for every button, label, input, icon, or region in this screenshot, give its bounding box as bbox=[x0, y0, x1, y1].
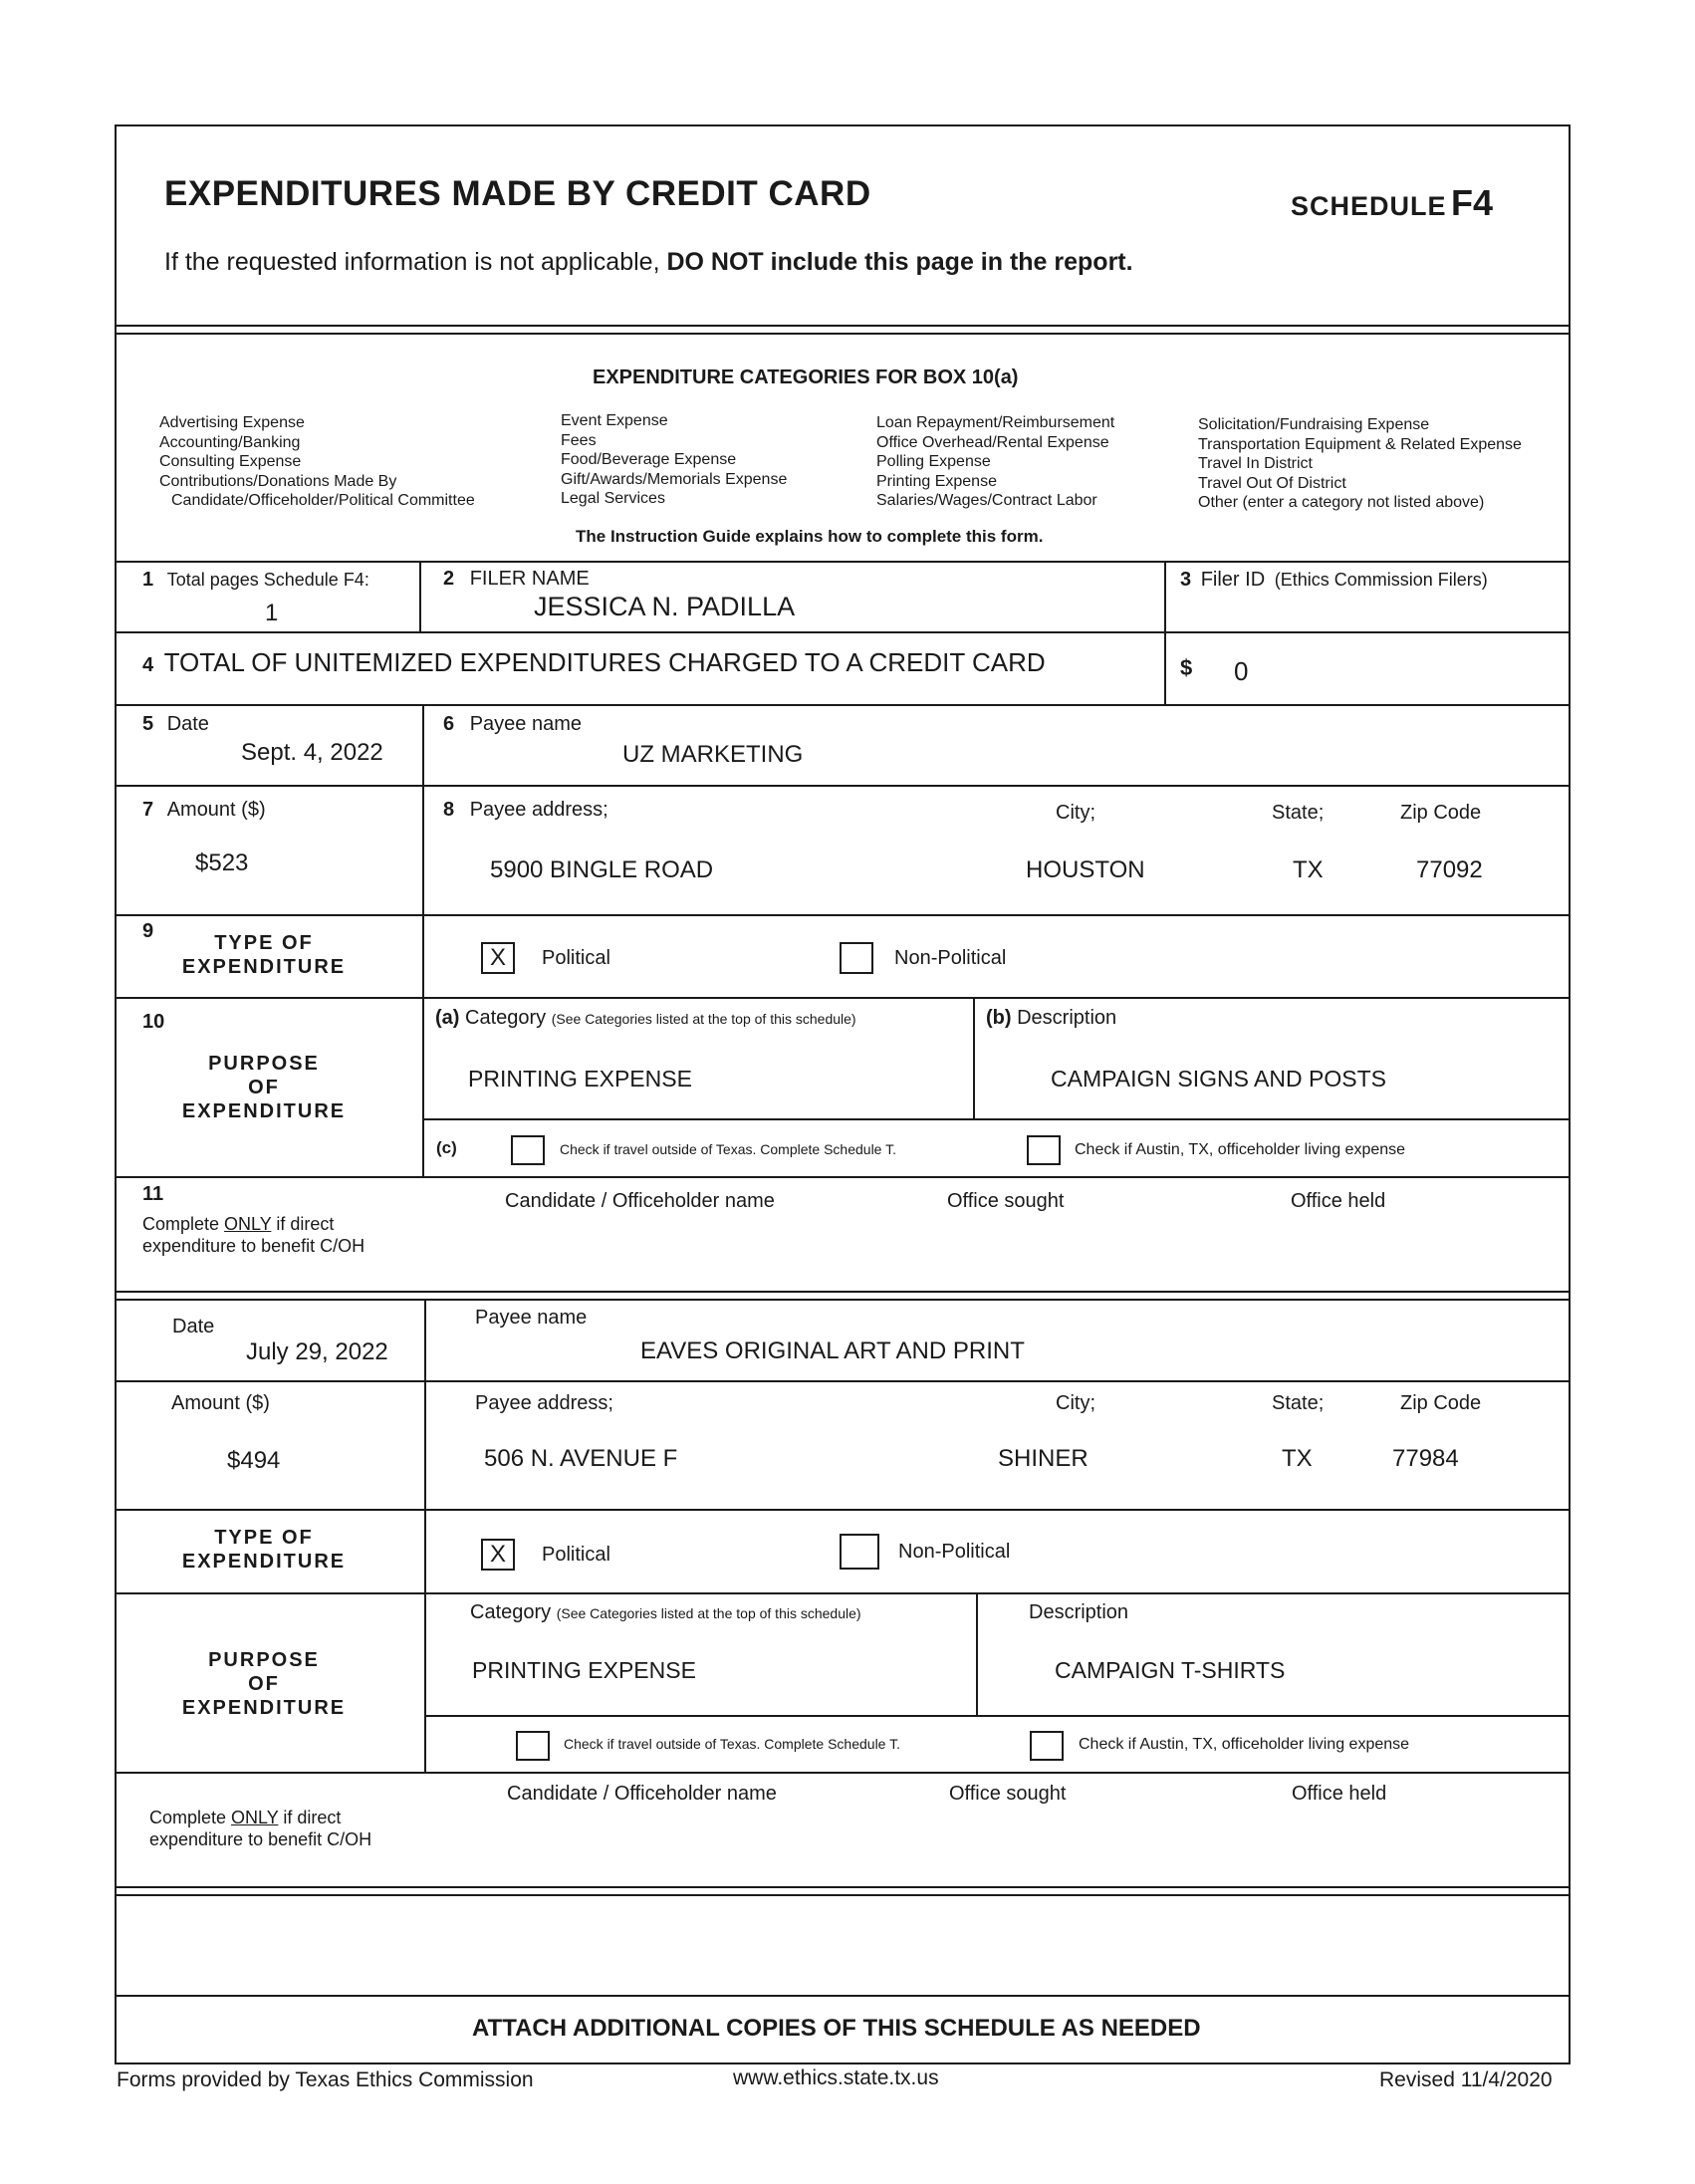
filer-id-label bbox=[1180, 569, 1488, 592]
category-value[interactable]: PRINTING EXPENSE bbox=[468, 1066, 692, 1092]
payee-name-label: Payee name bbox=[475, 1307, 588, 1329]
schedule-code: F4 bbox=[1450, 182, 1493, 223]
category-caption: Category bbox=[465, 1007, 547, 1029]
city-value[interactable]: SHINER bbox=[998, 1445, 1089, 1472]
category-item: Loan Repayment/Reimbursement bbox=[876, 414, 1115, 431]
category-item: Travel In District bbox=[1198, 455, 1313, 472]
purpose-line-1: PURPOSE bbox=[208, 1053, 320, 1075]
field-number: 1 bbox=[142, 569, 154, 591]
provider-note: Forms provided by Texas Ethics Commission bbox=[117, 2068, 534, 2091]
complete-post: if direct bbox=[278, 1808, 342, 1827]
complete-pre: Complete bbox=[142, 1214, 225, 1234]
field-number: 8 bbox=[443, 799, 455, 821]
unitemized-caption: TOTAL OF UNITEMIZED EXPENDITURES CHARGED TO A CREDIT CARD bbox=[163, 647, 1046, 677]
category-item: Consulting Expense bbox=[159, 453, 302, 470]
revised-date: Revised 11/4/2020 bbox=[1379, 2068, 1553, 2091]
payee-address-caption: Payee address; bbox=[469, 799, 608, 821]
type-line-2: EXPENDITURE bbox=[181, 1551, 347, 1573]
field-number: 10 bbox=[142, 1011, 165, 1033]
field-number: 7 bbox=[142, 799, 154, 821]
purpose-of-expenditure-label bbox=[149, 1648, 378, 1720]
purpose-line-3: EXPENDITURE bbox=[181, 1100, 347, 1122]
unitemized-currency: $ bbox=[1180, 655, 1193, 680]
zip-label: Zip Code bbox=[1400, 1392, 1482, 1414]
office-held-label: Office held bbox=[1292, 1783, 1387, 1805]
austin-living-expense-label: Check if Austin, TX, officeholder living expense bbox=[1075, 1141, 1406, 1158]
not-applicable-notice bbox=[164, 248, 1133, 277]
city-label: City; bbox=[1056, 1392, 1095, 1414]
description-caption: Description bbox=[1017, 1007, 1117, 1029]
category-note: (See Categories listed at the top of this schedule) bbox=[551, 1011, 856, 1027]
category-item: Polling Expense bbox=[876, 453, 991, 470]
form-title: EXPENDITURES MADE BY CREDIT CARD bbox=[164, 174, 871, 213]
complete-post: if direct bbox=[271, 1214, 335, 1234]
type-line-1: TYPE OF bbox=[214, 932, 314, 954]
zip-label: Zip Code bbox=[1400, 802, 1482, 824]
political-label: Political bbox=[542, 947, 610, 969]
filer-name-value[interactable]: JESSICA N. PADILLA bbox=[534, 592, 796, 621]
category-note: (See Categories listed at the top of this schedule) bbox=[556, 1605, 861, 1621]
description-label bbox=[986, 1007, 1116, 1030]
filer-name-label bbox=[443, 568, 590, 591]
address-value[interactable]: 506 N. AVENUE F bbox=[484, 1445, 678, 1472]
political-label: Political bbox=[542, 1544, 610, 1566]
state-label: State; bbox=[1272, 802, 1325, 824]
austin-living-expense-checkbox[interactable] bbox=[1027, 1135, 1061, 1165]
state-label: State; bbox=[1272, 1392, 1325, 1414]
payee-address-label bbox=[443, 799, 608, 822]
total-pages-caption: Total pages Schedule F4: bbox=[166, 570, 369, 590]
total-pages-value[interactable]: 1 bbox=[265, 600, 279, 626]
address-value[interactable]: 5900 BINGLE ROAD bbox=[490, 856, 714, 883]
non-political-label: Non-Political bbox=[894, 947, 1007, 969]
travel-outside-texas-checkbox[interactable] bbox=[511, 1135, 545, 1165]
category-item: Contributions/Donations Made By bbox=[159, 472, 397, 490]
category-item: Gift/Awards/Memorials Expense bbox=[561, 470, 788, 488]
political-checkbox[interactable]: X bbox=[481, 1539, 515, 1571]
schedule-label bbox=[1291, 182, 1493, 224]
description-marker: (b) bbox=[986, 1007, 1012, 1029]
city-value[interactable]: HOUSTON bbox=[1026, 856, 1145, 883]
category-item: Other (enter a category not listed above) bbox=[1198, 494, 1485, 511]
field-number: 5 bbox=[142, 713, 154, 735]
complete-only-note bbox=[142, 1213, 364, 1257]
purpose-of-expenditure-label bbox=[149, 1052, 378, 1123]
amount-label: Amount ($) bbox=[171, 1392, 270, 1414]
category-label bbox=[435, 1007, 856, 1030]
unitemized-label bbox=[142, 647, 1046, 678]
notice-bold: DO NOT include this page in the report. bbox=[666, 248, 1133, 276]
purpose-line-2: OF bbox=[248, 1077, 280, 1098]
date-value[interactable]: July 29, 2022 bbox=[246, 1338, 388, 1365]
city-label: City; bbox=[1056, 802, 1095, 824]
austin-living-expense-checkbox[interactable] bbox=[1030, 1731, 1064, 1761]
field-number: 4 bbox=[142, 654, 154, 676]
unitemized-value[interactable]: 0 bbox=[1234, 656, 1249, 686]
complete-line-2: expenditure to benefit C/OH bbox=[149, 1829, 372, 1849]
category-item: Advertising Expense bbox=[159, 414, 305, 431]
travel-outside-texas-checkbox[interactable] bbox=[516, 1731, 550, 1761]
category-item: Fees bbox=[561, 431, 597, 449]
travel-outside-texas-label: Check if travel outside of Texas. Complete Schedule T. bbox=[560, 1141, 896, 1157]
purpose-line-2: OF bbox=[248, 1673, 280, 1695]
amount-value[interactable]: $523 bbox=[195, 849, 249, 876]
website-link[interactable]: www.ethics.state.tx.us bbox=[733, 2066, 939, 2089]
description-label: Description bbox=[1029, 1601, 1129, 1623]
payee-name-caption: Payee name bbox=[469, 713, 582, 735]
category-marker: (a) bbox=[435, 1007, 460, 1029]
date-label: Date bbox=[172, 1316, 215, 1337]
category-column-4 bbox=[1198, 415, 1522, 513]
amount-caption: Amount ($) bbox=[166, 799, 266, 821]
field-number: 6 bbox=[443, 713, 455, 735]
candidate-name-label: Candidate / Officeholder name bbox=[505, 1190, 775, 1212]
payee-name-label bbox=[443, 713, 582, 736]
instruction-note: The Instruction Guide explains how to complete this form. bbox=[576, 527, 1044, 546]
notice-plain: If the requested information is not applicable, bbox=[164, 248, 660, 276]
filer-name-caption: FILER NAME bbox=[469, 568, 590, 590]
category-label bbox=[470, 1601, 861, 1624]
type-line-2: EXPENDITURE bbox=[181, 956, 347, 978]
type-of-expenditure-label bbox=[149, 931, 378, 979]
category-value[interactable]: PRINTING EXPENSE bbox=[472, 1657, 696, 1683]
filer-id-caption: Filer ID bbox=[1200, 569, 1266, 591]
state-value[interactable]: TX bbox=[1282, 1445, 1313, 1472]
date-label bbox=[142, 713, 209, 736]
non-political-checkbox[interactable] bbox=[840, 942, 873, 974]
description-value[interactable]: CAMPAIGN SIGNS AND POSTS bbox=[1051, 1066, 1386, 1092]
complete-only-note bbox=[149, 1807, 371, 1850]
payee-name-value[interactable]: EAVES ORIGINAL ART AND PRINT bbox=[640, 1337, 1025, 1364]
category-column-3 bbox=[876, 413, 1114, 511]
category-item: Legal Services bbox=[561, 490, 665, 507]
schedule-word: SCHEDULE bbox=[1291, 191, 1447, 221]
complete-only: ONLY bbox=[224, 1214, 272, 1234]
complete-line-2: expenditure to benefit C/OH bbox=[142, 1236, 365, 1256]
category-item: Office Overhead/Rental Expense bbox=[876, 433, 1109, 451]
office-held-label: Office held bbox=[1291, 1190, 1386, 1212]
travel-outside-texas-label: Check if travel outside of Texas. Complete Schedule T. bbox=[564, 1736, 900, 1752]
category-item: Transportation Equipment & Related Expense bbox=[1198, 435, 1522, 453]
state-value[interactable]: TX bbox=[1293, 856, 1324, 883]
category-item: Printing Expense bbox=[876, 472, 997, 490]
political-checkbox[interactable]: X bbox=[481, 942, 515, 974]
category-item: Food/Beverage Expense bbox=[561, 451, 737, 468]
total-pages-label bbox=[142, 569, 369, 592]
office-sought-label: Office sought bbox=[947, 1190, 1065, 1212]
filer-id-note: (Ethics Commission Filers) bbox=[1274, 570, 1488, 590]
category-item: Salaries/Wages/Contract Labor bbox=[876, 492, 1097, 509]
type-line-1: TYPE OF bbox=[214, 1527, 314, 1549]
austin-living-expense-label: Check if Austin, TX, officeholder living expense bbox=[1079, 1736, 1410, 1753]
payee-address-label: Payee address; bbox=[475, 1392, 613, 1414]
office-sought-label: Office sought bbox=[949, 1783, 1067, 1805]
field-number: 3 bbox=[1180, 569, 1192, 591]
category-caption: Category bbox=[470, 1601, 552, 1623]
categories-heading: EXPENDITURE CATEGORIES FOR BOX 10(a) bbox=[593, 366, 1019, 388]
category-item: Travel Out Of District bbox=[1198, 474, 1346, 492]
amount-label bbox=[142, 799, 266, 822]
purpose-line-3: EXPENDITURE bbox=[181, 1697, 347, 1719]
complete-pre: Complete bbox=[149, 1808, 232, 1827]
category-column-1 bbox=[159, 413, 475, 511]
field-number: 2 bbox=[443, 568, 455, 590]
date-caption: Date bbox=[166, 713, 209, 735]
type-of-expenditure-label bbox=[149, 1526, 378, 1574]
field-number: 11 bbox=[142, 1183, 164, 1205]
amount-value[interactable]: $494 bbox=[227, 1447, 281, 1474]
category-item: Solicitation/Fundraising Expense bbox=[1198, 416, 1430, 433]
non-political-checkbox[interactable] bbox=[840, 1534, 879, 1570]
zip-value[interactable]: 77092 bbox=[1416, 856, 1483, 883]
date-value[interactable]: Sept. 4, 2022 bbox=[241, 739, 383, 766]
category-item: Accounting/Banking bbox=[159, 433, 301, 451]
category-item: Event Expense bbox=[561, 412, 668, 429]
description-value[interactable]: CAMPAIGN T-SHIRTS bbox=[1055, 1657, 1286, 1683]
non-political-label: Non-Political bbox=[898, 1541, 1011, 1563]
candidate-name-label: Candidate / Officeholder name bbox=[507, 1783, 777, 1805]
purpose-line-1: PURPOSE bbox=[208, 1649, 320, 1671]
c-marker: (c) bbox=[436, 1138, 457, 1157]
complete-only: ONLY bbox=[231, 1808, 279, 1827]
attach-copies-notice: ATTACH ADDITIONAL COPIES OF THIS SCHEDULE AS NEEDED bbox=[472, 2015, 1201, 2042]
payee-name-value[interactable]: UZ MARKETING bbox=[622, 741, 804, 768]
zip-value[interactable]: 77984 bbox=[1392, 1445, 1459, 1472]
category-column-2 bbox=[561, 411, 787, 509]
category-item: Candidate/Officeholder/Political Committee bbox=[171, 492, 475, 509]
field-number: 9 bbox=[142, 920, 154, 942]
